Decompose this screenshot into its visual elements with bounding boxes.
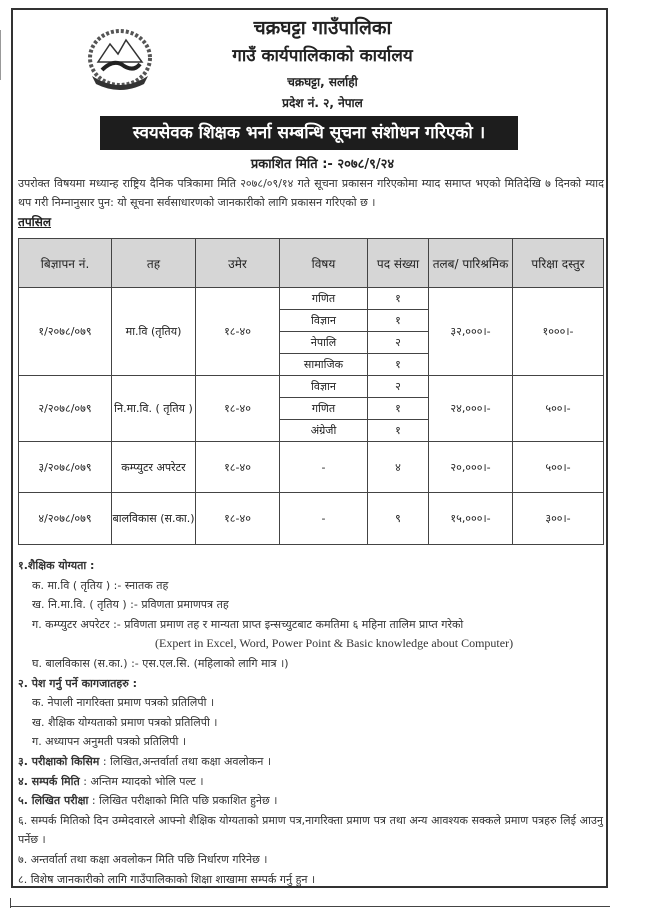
- fee: १०००।-: [513, 288, 604, 376]
- document-item: क. नेपाली नागरिक्ता प्रमाण पत्रको प्रतिलिपी ।: [32, 696, 215, 710]
- ad-no: १/२०७८/०७९: [19, 288, 112, 376]
- notice-details: [18, 556, 603, 889]
- salary: २४,०००।-: [429, 376, 513, 442]
- age: १८-४०: [196, 442, 280, 493]
- qualification-note: (Expert in Excel, Word, Power Point & Basic knowledge about Computer): [155, 636, 514, 651]
- level: बालविकास (स.का.): [112, 493, 196, 545]
- age: १८-४०: [196, 376, 280, 442]
- subject: -: [280, 493, 368, 545]
- published-date: प्रकाशित मिति :- २०७८/९/२४: [250, 157, 395, 172]
- vacancy-table: [18, 238, 604, 545]
- exam-type: [18, 752, 603, 772]
- col-header: विषय: [280, 239, 368, 288]
- col-header: बिज्ञापन नं.: [19, 239, 112, 288]
- level: मा.वि (तृतिय): [112, 288, 196, 376]
- table-row: [19, 376, 604, 398]
- col-header: पद संख्या: [368, 239, 429, 288]
- table-row: [19, 493, 604, 545]
- subject: विज्ञान: [280, 310, 368, 332]
- posts: २: [368, 332, 429, 354]
- document-item: ख. शैक्षिक योग्यताको प्रमाण पत्रको प्रतिलिपी ।: [32, 715, 218, 729]
- intro-paragraph: उपरोक्त विषयमा मध्यान्ह राष्ट्रिय दैनिक पत्रिकामा मिति २०७८/०९/१४ गते सूचना प्रकासन गरिएकोमा म्याद समाप्त भएको मितिदेखि ७ दिनको म्याद थप गरी निम्नानुसार पुन: यो सूचना सर्वसाधारणको जानकारीको लागि प्रकासन गरिएको छ ।: [18, 177, 604, 209]
- contact-date: [18, 772, 603, 792]
- table-row: [19, 442, 604, 493]
- subject: अंग्रेजी: [280, 420, 368, 442]
- qualification-item: ग. कम्प्युटर अपरेटर :- प्रविणता प्रमाण तह र मान्यता प्राप्त इन्सच्युटबाट कमतिमा ६ महिना तालिम प्राप्त गरेको: [32, 617, 464, 631]
- exam-type-text: : लिखित,अन्तर्वार्ता तथा कक्षा अवलोकन ।: [102, 754, 271, 768]
- posts: २: [368, 376, 429, 398]
- item-8: ८. विशेष जानकारीको लागि गाउँपालिकाको शिक्षा शाखामा सम्पर्क गर्नु हुन ।: [18, 872, 316, 886]
- address: चक्रघट्टा, सर्लाही: [287, 75, 358, 89]
- fee: ५००।-: [513, 376, 604, 442]
- col-header: तलब/ पारिश्रमिक: [429, 239, 513, 288]
- posts: १: [368, 310, 429, 332]
- written-exam-label: ५. लिखित परीक्षा: [18, 794, 89, 808]
- item-7: ७. अन्तर्वार्ता तथा कक्षा अवलोकन मिति पछि निर्धारण गरिनेछ ।: [18, 852, 268, 866]
- subject: नेपालि: [280, 332, 368, 354]
- contact-date-label: ४. सम्पर्क मिति: [18, 774, 80, 788]
- scan-edge-line: [10, 906, 610, 907]
- level: कम्प्युटर अपरेटर: [112, 442, 196, 493]
- written-exam-text: : लिखित परीक्षाको मिति पछि प्रकाशित हुनेछ ।: [91, 794, 278, 808]
- subject: गणित: [280, 288, 368, 310]
- section-label: तपसिल: [18, 215, 52, 229]
- notice-title-banner: स्वयसेवक शिक्षक भर्ना सम्बन्धि सूचना संशोधन गरिएको ।: [100, 116, 518, 150]
- office-name: गाउँ कार्यपालिकाको कार्यालय: [232, 46, 413, 66]
- level: नि.मा.वि. ( तृतिय ): [112, 376, 196, 442]
- document-item: ग. अध्यापन अनुमती पत्रको प्रतिलिपी ।: [32, 735, 187, 749]
- col-header: उमेर: [196, 239, 280, 288]
- fee: ५००।-: [513, 442, 604, 493]
- ad-no: २/२०७८/०७९: [19, 376, 112, 442]
- posts: १: [368, 288, 429, 310]
- qualification-item: ख. नि.मा.वि. ( तृतिय ) :- प्रविणता प्रमाणपत्र तह: [32, 598, 229, 612]
- col-header: परिक्षा दस्तुर: [513, 239, 604, 288]
- fee: ३००।-: [513, 493, 604, 545]
- table-header-row: [19, 239, 604, 288]
- province: प्रदेश नं. २, नेपाल: [282, 96, 363, 110]
- subject: सामाजिक: [280, 354, 368, 376]
- posts: ९: [368, 493, 429, 545]
- qualification-item: घ. बालविकास (स.का.) :- एस.एल.सि. (महिलाको लागि मात्र ।): [32, 656, 289, 670]
- subject: विज्ञान: [280, 376, 368, 398]
- qualification-item: क. मा.वि ( तृतिय ) :- स्नातक तह: [32, 578, 169, 592]
- age: १८-४०: [196, 493, 280, 545]
- subject: गणित: [280, 398, 368, 420]
- documents-heading: २. पेश गर्नु पर्ने कागजातहरु :: [18, 676, 138, 690]
- col-header: तह: [112, 239, 196, 288]
- salary: १५,०००।-: [429, 493, 513, 545]
- org-name: चक्रघट्टा गाउँपालिका: [253, 17, 392, 39]
- ad-no: ४/२०७८/०७९: [19, 493, 112, 545]
- written-exam: [18, 791, 603, 811]
- qualification-heading: १.शैक्षिक योग्यता :: [18, 559, 95, 572]
- contact-date-text: : अन्तिम म्यादको भोलि पल्ट ।: [83, 774, 204, 788]
- subject: -: [280, 442, 368, 493]
- posts: १: [368, 354, 429, 376]
- table-row: [19, 288, 604, 310]
- salary: २०,०००।-: [429, 442, 513, 493]
- age: १८-४०: [196, 288, 280, 376]
- posts: १: [368, 398, 429, 420]
- posts: ४: [368, 442, 429, 493]
- posts: १: [368, 420, 429, 442]
- exam-type-label: ३. परीक्षाको किसिम: [18, 754, 100, 768]
- ad-no: ३/२०७८/०७९: [19, 442, 112, 493]
- salary: ३२,०००।-: [429, 288, 513, 376]
- item-6: ६. सम्पर्क मितिको दिन उम्मेदवारले आफ्नो शैक्षिक योग्यताको प्रमाण पत्र,नागरिक्ता प्रमाण पत्र तथा अन्य आवश्यक सक्कले प्रमाण पत्रहरु लिई आउनु पर्नेछ ।: [18, 813, 603, 847]
